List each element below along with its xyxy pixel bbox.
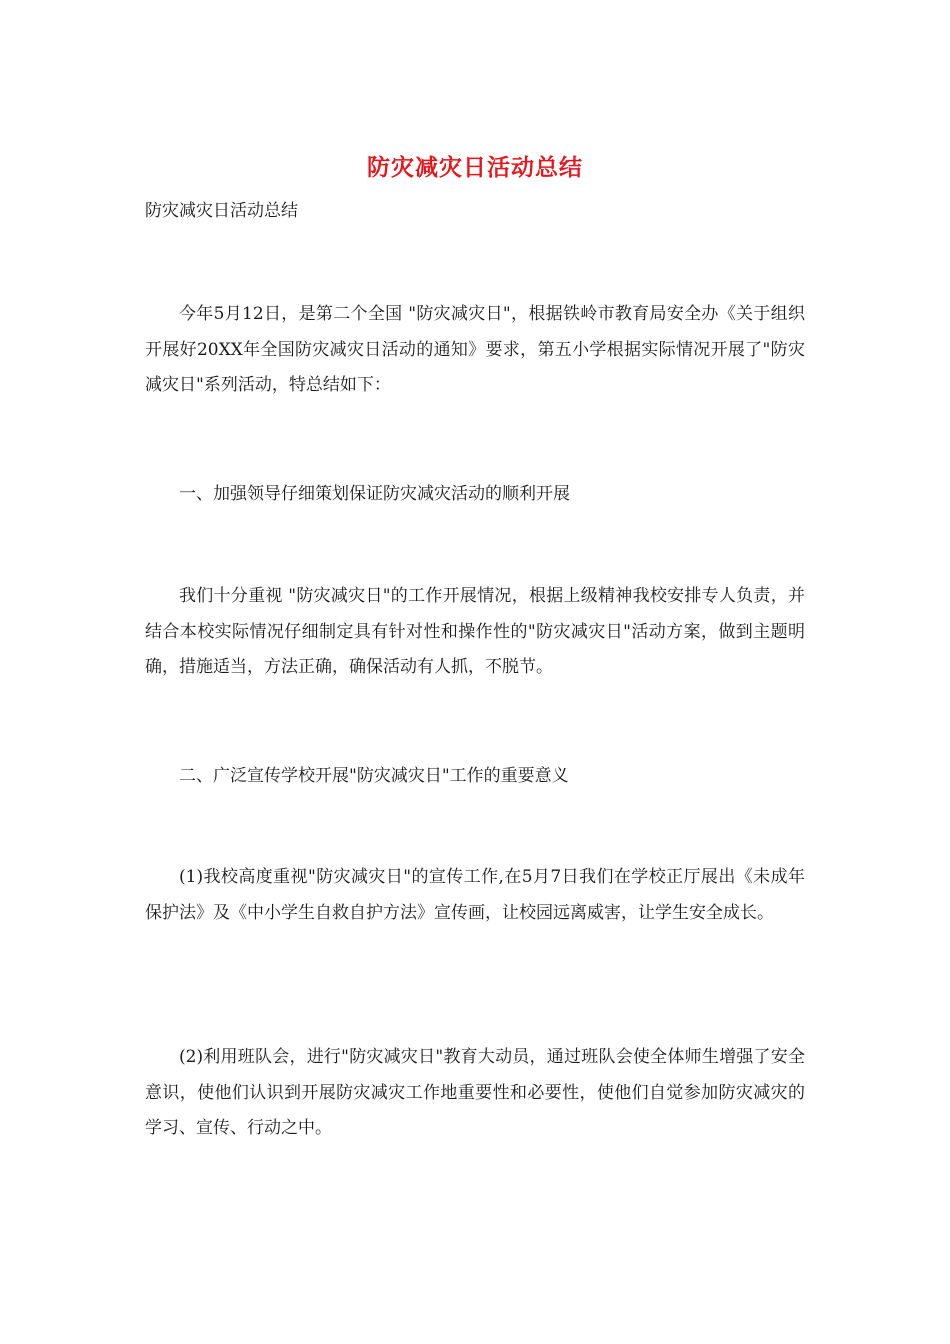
paragraph-item-2: (2)利用班队会，进行"防灾减灾日"教育大动员，通过班队会使全体师生增强了安全意识，使他们认识到开展防灾减灾工作地重要性和必要性，使他们自觉参加防灾减灾的学习、宣传、行动之中。	[145, 1047, 805, 1138]
document-title: 防灾减灾日活动总结	[367, 154, 583, 181]
paragraph-intro: 今年5月12日，是第二个全国 "防灾减灾日"，根据铁岭市教育局安全办《关于组织开展好20XX年全国防灾减灾日活动的通知》要求，第五小学根据实际情况开展了"防灾减灾日"系列活动，特总结如下：	[145, 304, 805, 395]
section-heading-1: 一、加强领导仔细策划保证防灾减灾活动的顺利开展	[179, 484, 570, 504]
paragraph-section-1: 我们十分重视 "防灾减灾日"的工作开展情况，根据上级精神我校安排专人负责，并结合本校实际情况仔细制定具有针对性和操作性的"防灾减灾日"活动方案，做到主题明确，措施适当，方法正确，确保活动有人抓，不脱节。	[145, 586, 805, 677]
section-heading-2: 二、广泛宣传学校开展"防灾减灾日"工作的重要意义	[179, 766, 569, 786]
document-subtitle: 防灾减灾日活动总结	[145, 201, 298, 221]
paragraph-item-1: (1)我校高度重视"防灾减灾日"的宣传工作,在5月7日我们在学校正厅展出《未成年保护法》及《中小学生自救自护方法》宣传画，让校园远离威害，让学生安全成长。	[145, 867, 805, 923]
